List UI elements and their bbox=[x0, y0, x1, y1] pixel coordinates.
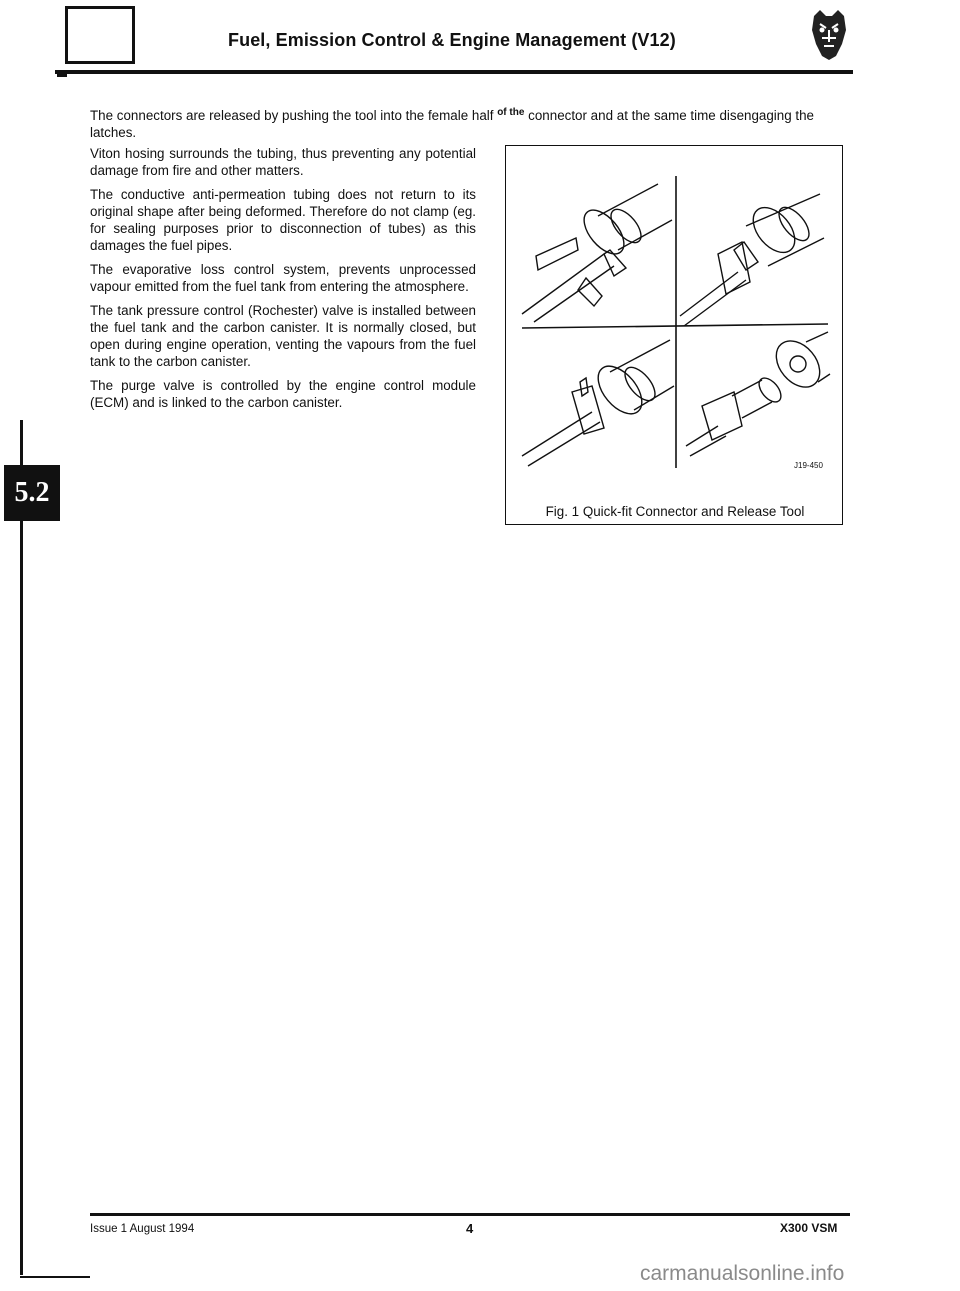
page-title: Fuel, Emission Control & Engine Management (V12) bbox=[228, 30, 676, 50]
left-margin-bar bbox=[20, 420, 23, 1275]
intro-paragraph bbox=[90, 104, 850, 141]
footer-rule bbox=[90, 1213, 850, 1216]
quick-fit-connector-illustration bbox=[506, 146, 842, 496]
jaguar-head-logo-icon bbox=[808, 8, 850, 62]
watermark: carmanualsonline.info bbox=[640, 1262, 845, 1285]
connector-top-left bbox=[522, 184, 672, 322]
connector-bottom-right bbox=[686, 332, 830, 456]
paragraph-viton: Viton hosing surrounds the tubing, thus preventing any potential damage from fire and other matters. bbox=[90, 146, 476, 178]
section-tab: 5.2 bbox=[4, 465, 60, 521]
header-rule bbox=[55, 70, 853, 74]
text-column bbox=[90, 145, 476, 418]
figure-box bbox=[505, 145, 843, 525]
intro-text-after: connector and at the same time disengaging the latches. bbox=[90, 108, 815, 140]
paragraph-evaporative: The evaporative loss control system, prevents unprocessed vapour emitted from the fuel tank from entering the atmosphere. bbox=[90, 262, 476, 294]
paragraph-purge-valve: The purge valve is controlled by the engine control module (ECM) and is linked to the carbon canister. bbox=[90, 378, 476, 410]
page-number: 4 bbox=[466, 1221, 474, 1236]
figure-ref-code: J19-450 bbox=[794, 461, 823, 470]
header-tick bbox=[57, 74, 67, 77]
intro-text-before: The connectors are released by pushing the tool into the female half bbox=[90, 108, 494, 123]
intro-superscript: of the bbox=[497, 107, 525, 118]
footer-issue: Issue 1 August 1994 bbox=[90, 1223, 195, 1235]
paragraph-anti-permeation: The conductive anti-permeation tubing does not return to its original shape after being deformed. Therefore do not clamp (eg. for sealing purposes prior to disconnection of tubes) as this damages the fuel pipes. bbox=[90, 187, 476, 253]
figure-caption: Fig. 1 Quick-fit Connector and Release Tool bbox=[545, 504, 805, 519]
document-code: X300 VSM bbox=[780, 1221, 838, 1235]
header-box bbox=[65, 6, 135, 64]
left-margin-foot bbox=[20, 1276, 90, 1278]
paragraph-pressure-valve: The tank pressure control (Rochester) valve is installed between the fuel tank and the carbon canister. It is normally closed, but open during engine operation, venting the vapours from the fuel tank to the carbon canister. bbox=[90, 303, 476, 369]
connector-top-right bbox=[680, 194, 824, 326]
connector-bottom-left bbox=[522, 340, 674, 466]
